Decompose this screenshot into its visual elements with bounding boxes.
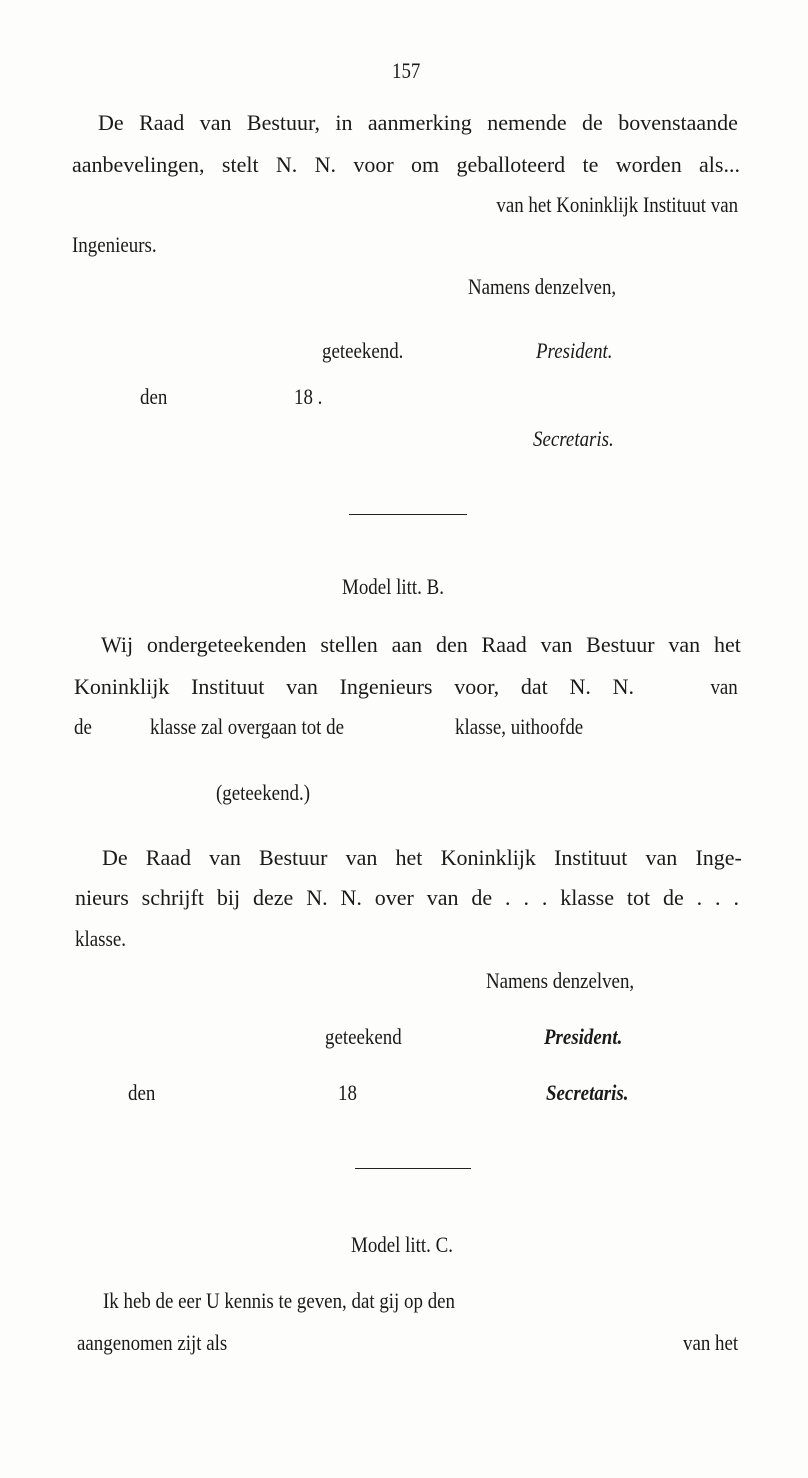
word: van	[345, 845, 378, 870]
form-b-para1-line-3b: klasse zal overgaan tot de	[150, 714, 345, 739]
word: .	[541, 885, 548, 910]
form-c-line-2b: van het	[682, 1330, 738, 1355]
word: schrijft	[141, 885, 204, 910]
divider-rule-1	[349, 514, 467, 515]
form-b-secretaris: Secretaris.	[546, 1080, 629, 1105]
word: dat	[520, 674, 548, 699]
form-b-signed: (geteekend.)	[216, 780, 311, 805]
word: van	[199, 110, 232, 135]
form-b-para2-line-3: klasse.	[75, 926, 126, 951]
word: N.	[314, 152, 336, 177]
form-b-geteekend: geteekend	[325, 1024, 402, 1049]
word: het	[713, 632, 741, 657]
word: als...	[699, 152, 740, 177]
word: bij	[216, 885, 241, 910]
word: aan	[391, 632, 423, 657]
form-a-line-4: Ingenieurs.	[72, 232, 157, 257]
word: van	[426, 885, 459, 910]
word: De	[98, 110, 124, 135]
word: stellen	[320, 632, 378, 657]
form-b-para1-line-2	[74, 676, 634, 698]
word: het	[395, 845, 423, 870]
form-c-line-2a: aangenomen zijt als	[77, 1330, 228, 1355]
word: deze	[253, 885, 294, 910]
form-b-year: 18	[338, 1080, 357, 1105]
divider-rule-2	[355, 1168, 471, 1169]
form-a-year: 18 .	[294, 384, 323, 409]
word: Bestuur	[586, 632, 655, 657]
form-b-para2-line-2	[75, 887, 739, 909]
word: in	[335, 110, 353, 135]
word: Raad	[481, 632, 527, 657]
word: de	[471, 885, 493, 910]
word: van	[668, 632, 701, 657]
form-a-line-3: van het Koninklijk Instituut van	[496, 192, 738, 217]
word: N.	[569, 674, 591, 699]
form-b-president: President.	[544, 1024, 623, 1049]
form-b-para1-line-3c: klasse, uithoofde	[455, 714, 584, 739]
word: Koninklijk	[74, 674, 170, 699]
form-b-namens: Namens denzelven,	[486, 968, 635, 993]
form-a-secretaris: Secretaris.	[533, 426, 614, 451]
word: Bestuur,	[246, 110, 320, 135]
form-a-geteekend: geteekend.	[322, 338, 404, 363]
word: voor,	[454, 674, 500, 699]
word: worden	[615, 152, 682, 177]
word: van	[209, 845, 241, 870]
form-a-president: President.	[536, 338, 613, 363]
word: den	[435, 632, 468, 657]
form-b-para1-line-3a: de	[74, 714, 92, 739]
form-a-line-2	[72, 154, 740, 176]
word: aanmerking	[367, 110, 472, 135]
word: stelt	[221, 152, 259, 177]
form-c-line-1: Ik heb de eer U kennis te geven, dat gij op den	[103, 1288, 456, 1313]
word: om	[410, 152, 440, 177]
word: .	[696, 885, 703, 910]
form-b-den: den	[128, 1080, 156, 1105]
word: Raad	[139, 110, 185, 135]
word: de	[663, 885, 684, 910]
form-a-den: den	[140, 384, 168, 409]
word: van	[645, 845, 678, 870]
word: de	[582, 110, 603, 135]
word: Instituut	[191, 674, 265, 699]
form-b-para1-line-1	[101, 634, 741, 656]
word: N.	[275, 152, 298, 177]
word: voor	[353, 152, 394, 177]
word: van	[286, 674, 318, 699]
word: aanbevelingen,	[72, 152, 205, 177]
word: nieurs	[75, 885, 129, 910]
word: .	[715, 885, 721, 910]
word: .	[733, 885, 739, 910]
form-a-namens: Namens denzelven,	[468, 274, 617, 299]
word: N.	[306, 885, 328, 910]
form-a-line-1	[98, 112, 738, 134]
word: Instituut	[554, 845, 628, 870]
word: N.	[612, 674, 634, 699]
form-b-heading: Model litt. B.	[342, 574, 444, 599]
word: Wij	[101, 632, 134, 657]
word: .	[505, 885, 511, 910]
word: De	[102, 845, 128, 870]
word: .	[523, 885, 529, 910]
word: klasse	[560, 885, 614, 910]
word: over	[374, 885, 414, 910]
word: Koninklijk	[440, 845, 536, 870]
word: bovenstaande	[618, 110, 738, 135]
form-c-heading: Model litt. C.	[351, 1232, 453, 1257]
word: Inge-	[695, 845, 742, 870]
form-b-para1-line-2-end: van	[710, 674, 738, 699]
word: nemende	[487, 110, 567, 135]
word: tot	[626, 885, 651, 910]
word: Bestuur	[259, 845, 328, 870]
word: te	[582, 152, 599, 177]
form-b-para2-line-1	[102, 847, 742, 869]
word: van	[540, 632, 573, 657]
word: Raad	[145, 845, 191, 870]
page-number: 157	[392, 58, 421, 83]
word: geballoteerd	[456, 152, 566, 177]
word: ondergeteekenden	[146, 632, 307, 657]
word: Ingenieurs	[339, 674, 433, 699]
word: N.	[340, 885, 362, 910]
